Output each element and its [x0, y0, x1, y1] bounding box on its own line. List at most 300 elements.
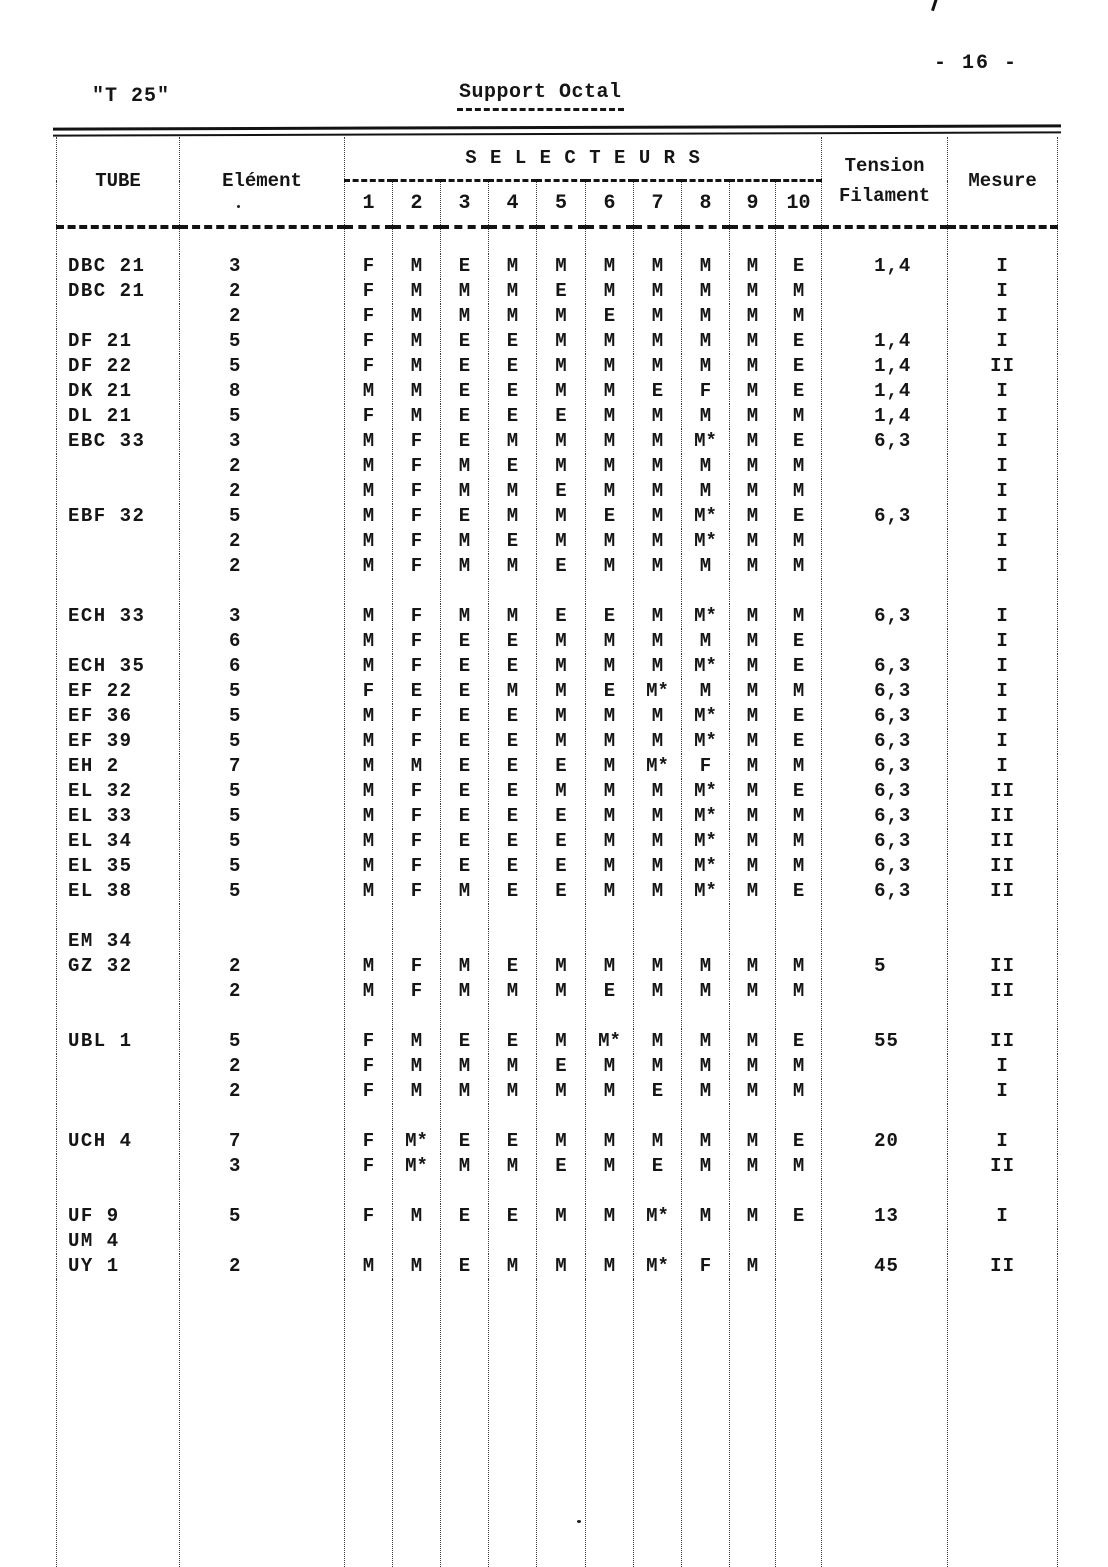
selector-cell-10: E	[776, 779, 822, 804]
selector-cell-3: E	[441, 379, 489, 404]
element-cell: 5	[180, 1029, 345, 1054]
selector-cell-3: E	[441, 654, 489, 679]
spacer-row	[57, 904, 1058, 929]
selector-cell-1: F	[345, 1054, 393, 1079]
spacer-cell	[441, 1179, 489, 1204]
selector-cell-2: M	[393, 404, 441, 429]
tube-cell: UM 4	[57, 1229, 180, 1254]
selector-cell-8: M	[682, 554, 730, 579]
tension-cell: 6,3	[822, 704, 948, 729]
page-title: Support Octal	[457, 81, 624, 111]
selector-cell-7: M	[634, 629, 682, 654]
header-row-top	[57, 137, 1058, 181]
table-row	[57, 604, 1058, 629]
selector-cell-3: E	[441, 804, 489, 829]
selector-cell-8: M*	[682, 729, 730, 754]
selector-cell-7: E	[634, 1154, 682, 1179]
selector-cell-4: E	[489, 854, 537, 879]
spacer-cell	[393, 1179, 441, 1204]
selector-cell-9: M	[730, 529, 776, 554]
selector-cell-2	[393, 929, 441, 954]
tension-cell	[822, 454, 948, 479]
tube-cell: DF 21	[57, 329, 180, 354]
selector-cell-6: M	[586, 479, 634, 504]
selector-cell-4: E	[489, 804, 537, 829]
selector-cell-10: M	[776, 1079, 822, 1104]
tension-cell	[822, 304, 948, 329]
tension-cell: 6,3	[822, 804, 948, 829]
table-row	[57, 954, 1058, 979]
tension-cell	[822, 1054, 948, 1079]
element-cell	[180, 929, 345, 954]
spacer-cell	[537, 904, 586, 929]
selector-cell-5: M	[537, 779, 586, 804]
selector-cell-6: M	[586, 1079, 634, 1104]
element-cell: 2	[180, 479, 345, 504]
tube-cell	[57, 529, 180, 554]
selector-cell-5: M	[537, 379, 586, 404]
selector-cell-4: M	[489, 1154, 537, 1179]
selector-cell-5: M	[537, 504, 586, 529]
selector-cell-2: F	[393, 979, 441, 1004]
tube-cell: EL 33	[57, 804, 180, 829]
selector-cell-9: M	[730, 704, 776, 729]
selector-cell-1: M	[345, 754, 393, 779]
spacer-cell	[489, 1179, 537, 1204]
selector-cell-4: M	[489, 279, 537, 304]
table-row	[57, 854, 1058, 879]
selector-cell-1: F	[345, 679, 393, 704]
selector-cell-5: M	[537, 304, 586, 329]
tension-cell: 6,3	[822, 829, 948, 854]
tension-cell	[822, 279, 948, 304]
selector-cell-3: M	[441, 279, 489, 304]
spacer-cell	[393, 579, 441, 604]
table-row	[57, 829, 1058, 854]
selector-cell-3: E	[441, 704, 489, 729]
table-top-rule	[53, 124, 1061, 136]
selector-cell-6: E	[586, 504, 634, 529]
selector-cell-8: M*	[682, 779, 730, 804]
selector-cell-3: M	[441, 954, 489, 979]
spacer-cell	[393, 904, 441, 929]
tube-cell: UF 9	[57, 1204, 180, 1229]
tube-cell: UBL 1	[57, 1029, 180, 1054]
table-row	[57, 404, 1058, 429]
selector-cell-8: M	[682, 1029, 730, 1054]
tension-cell: 6,3	[822, 604, 948, 629]
tension-cell: 20	[822, 1129, 948, 1154]
spacer-cell	[180, 904, 345, 929]
selector-cell-7: M	[634, 1029, 682, 1054]
selector-cell-9: M	[730, 829, 776, 854]
spacer-cell	[730, 1104, 776, 1129]
spacer-cell	[537, 1104, 586, 1129]
spacer-cell	[586, 1279, 634, 1567]
selector-cell-3: M	[441, 604, 489, 629]
selector-cell-2: M	[393, 754, 441, 779]
selector-cell-5: E	[537, 554, 586, 579]
spacer-cell	[586, 227, 634, 254]
element-cell: 6	[180, 629, 345, 654]
selector-cell-9: M	[730, 454, 776, 479]
selector-cell-9: M	[730, 1129, 776, 1154]
spacer-cell	[537, 227, 586, 254]
selector-cell-6: M	[586, 404, 634, 429]
tube-cell: EF 36	[57, 704, 180, 729]
selector-cell-8: F	[682, 754, 730, 779]
selector-cell-4: M	[489, 254, 537, 279]
selector-cell-6: M	[586, 1204, 634, 1229]
selector-cell-2: F	[393, 654, 441, 679]
selector-cell-6: M	[586, 379, 634, 404]
table-row	[57, 479, 1058, 504]
column-header-tension-filament	[822, 137, 948, 227]
selector-cell-8: M	[682, 304, 730, 329]
selector-cell-9: M	[730, 679, 776, 704]
spacer-cell	[730, 1179, 776, 1204]
tension-cell: 6,3	[822, 679, 948, 704]
selector-cell-8: M	[682, 254, 730, 279]
selector-cell-9: M	[730, 1204, 776, 1229]
mesure-cell: I	[948, 254, 1058, 279]
spacer-cell	[682, 1004, 730, 1029]
table-row	[57, 279, 1058, 304]
selector-cell-9: M	[730, 1054, 776, 1079]
selector-cell-3: M	[441, 454, 489, 479]
spacer-cell	[586, 1179, 634, 1204]
selector-cell-1: F	[345, 279, 393, 304]
spacer-cell	[537, 1004, 586, 1029]
selector-cell-3: E	[441, 854, 489, 879]
selector-cell-4: M	[489, 679, 537, 704]
selector-cell-9: M	[730, 654, 776, 679]
selector-cell-2: M	[393, 304, 441, 329]
selector-cell-2: F	[393, 729, 441, 754]
selector-cell-7: M*	[634, 754, 682, 779]
selector-cell-6: M	[586, 779, 634, 804]
tube-cell: DF 22	[57, 354, 180, 379]
column-header-element: Elément	[180, 137, 345, 227]
selector-number-header: 4	[489, 181, 537, 228]
selector-cell-3	[441, 929, 489, 954]
selector-cell-1: F	[345, 304, 393, 329]
mesure-cell: II	[948, 804, 1058, 829]
selector-cell-4: E	[489, 354, 537, 379]
selector-cell-7: M	[634, 704, 682, 729]
tension-cell	[822, 979, 948, 1004]
selector-cell-10: M	[776, 854, 822, 879]
selector-cell-8: M	[682, 679, 730, 704]
tension-cell	[822, 629, 948, 654]
selector-cell-8: M	[682, 279, 730, 304]
element-cell: 3	[180, 604, 345, 629]
selector-cell-1: F	[345, 1029, 393, 1054]
selector-cell-5: E	[537, 1054, 586, 1079]
selector-cell-1: F	[345, 404, 393, 429]
spacer-cell	[682, 1279, 730, 1567]
selector-cell-3: M	[441, 529, 489, 554]
selector-cell-1: F	[345, 329, 393, 354]
selector-cell-2: M	[393, 1204, 441, 1229]
selector-cell-10: E	[776, 504, 822, 529]
selector-cell-4: M	[489, 1054, 537, 1079]
selector-cell-10: E	[776, 629, 822, 654]
selector-cell-8: M*	[682, 604, 730, 629]
selector-cell-9: M	[730, 1029, 776, 1054]
tube-cell: ECH 33	[57, 604, 180, 629]
selector-cell-4: E	[489, 379, 537, 404]
spacer-cell	[345, 904, 393, 929]
selector-cell-2: M	[393, 1029, 441, 1054]
spacer-cell	[57, 579, 180, 604]
selector-cell-5: M	[537, 1204, 586, 1229]
selector-cell-2: F	[393, 504, 441, 529]
element-cell: 5	[180, 354, 345, 379]
spacer-cell	[180, 1104, 345, 1129]
selector-cell-10: M	[776, 754, 822, 779]
selector-cell-5: E	[537, 854, 586, 879]
selector-cell-5	[537, 929, 586, 954]
selector-cell-7: M*	[634, 1254, 682, 1279]
selector-cell-4: E	[489, 829, 537, 854]
selector-cell-1: M	[345, 429, 393, 454]
tension-cell: 1,4	[822, 254, 948, 279]
selector-cell-7	[634, 1229, 682, 1254]
selector-cell-10: M	[776, 404, 822, 429]
selector-cell-4: E	[489, 954, 537, 979]
tube-table	[56, 126, 1058, 1567]
element-cell: 3	[180, 1154, 345, 1179]
selector-cell-1: F	[345, 1204, 393, 1229]
tension-cell: 6,3	[822, 879, 948, 904]
selector-cell-8: M*	[682, 829, 730, 854]
selector-cell-6: M	[586, 554, 634, 579]
spacer-cell	[682, 227, 730, 254]
tension-cell	[822, 1154, 948, 1179]
table-row	[57, 329, 1058, 354]
spacer-cell	[489, 1279, 537, 1567]
selector-cell-9: M	[730, 629, 776, 654]
tension-cell: 6,3	[822, 429, 948, 454]
spacer-cell	[822, 1179, 948, 1204]
element-cell	[180, 1229, 345, 1254]
selector-cell-10: M	[776, 804, 822, 829]
selector-cell-3: M	[441, 1154, 489, 1179]
spacer-cell	[489, 579, 537, 604]
selector-cell-4: E	[489, 529, 537, 554]
selector-cell-1: M	[345, 729, 393, 754]
table-row	[57, 379, 1058, 404]
selector-cell-3: M	[441, 879, 489, 904]
selector-cell-2: F	[393, 554, 441, 579]
tube-cell: EF 22	[57, 679, 180, 704]
selector-cell-2: M	[393, 354, 441, 379]
tube-cell: DBC 21	[57, 279, 180, 304]
selector-cell-3: E	[441, 829, 489, 854]
tube-cell: EBF 32	[57, 504, 180, 529]
spacer-cell	[537, 579, 586, 604]
selector-cell-9: M	[730, 879, 776, 904]
spacer-cell	[586, 904, 634, 929]
mesure-cell: II	[948, 979, 1058, 1004]
selector-cell-6: M	[586, 704, 634, 729]
element-cell: 5	[180, 1204, 345, 1229]
element-cell: 7	[180, 1129, 345, 1154]
selector-cell-8: F	[682, 379, 730, 404]
selector-cell-1: M	[345, 954, 393, 979]
spacer-cell	[441, 1279, 489, 1567]
spacer-cell	[441, 1104, 489, 1129]
table-row	[57, 629, 1058, 654]
spacer-cell	[776, 1179, 822, 1204]
spacer-row	[57, 1179, 1058, 1204]
selector-cell-8: M	[682, 979, 730, 1004]
spacer-cell	[822, 579, 948, 604]
spacer-cell	[634, 1179, 682, 1204]
selector-cell-7: M	[634, 729, 682, 754]
column-header-tube: TUBE	[57, 137, 180, 227]
spacer-cell	[776, 579, 822, 604]
selector-cell-4: M	[489, 604, 537, 629]
selector-cell-4: M	[489, 479, 537, 504]
tube-cell	[57, 1154, 180, 1179]
selector-cell-2: M*	[393, 1129, 441, 1154]
spacer-cell	[537, 1179, 586, 1204]
selector-cell-5: M	[537, 1029, 586, 1054]
mesure-cell: I	[948, 304, 1058, 329]
selector-cell-4: M	[489, 504, 537, 529]
tension-cell	[822, 554, 948, 579]
spacer-cell	[180, 1004, 345, 1029]
spacer-cell	[948, 579, 1058, 604]
selector-cell-7: M*	[634, 679, 682, 704]
selector-cell-2: F	[393, 879, 441, 904]
element-cell: 2	[180, 279, 345, 304]
selector-cell-8: M	[682, 1054, 730, 1079]
selector-cell-5: E	[537, 479, 586, 504]
selector-cell-7: M	[634, 879, 682, 904]
selector-cell-8: M*	[682, 879, 730, 904]
tube-cell	[57, 979, 180, 1004]
mesure-cell: I	[948, 504, 1058, 529]
selector-cell-5	[537, 1229, 586, 1254]
element-cell: 7	[180, 754, 345, 779]
table-row	[57, 1154, 1058, 1179]
selector-cell-4: E	[489, 654, 537, 679]
selector-cell-5: M	[537, 954, 586, 979]
selector-cell-2: M	[393, 254, 441, 279]
selector-cell-10: E	[776, 1029, 822, 1054]
selector-cell-1: M	[345, 604, 393, 629]
selector-cell-4: M	[489, 1254, 537, 1279]
element-cell: 5	[180, 404, 345, 429]
element-cell: 2	[180, 304, 345, 329]
selector-cell-1: M	[345, 979, 393, 1004]
column-header-mesure: Mesure	[948, 137, 1058, 227]
selector-cell-8: M*	[682, 804, 730, 829]
table-row	[57, 1054, 1058, 1079]
spacer-cell	[345, 579, 393, 604]
spacer-cell	[634, 1279, 682, 1567]
selector-cell-9	[730, 1229, 776, 1254]
spacer-cell	[489, 227, 537, 254]
spacer-cell	[345, 1004, 393, 1029]
spacer-row	[57, 579, 1058, 604]
selector-cell-4: M	[489, 1079, 537, 1104]
selector-cell-10: M	[776, 604, 822, 629]
tension-cell: 6,3	[822, 729, 948, 754]
selector-cell-8: M*	[682, 854, 730, 879]
selector-number-header: 10	[776, 181, 822, 228]
octal-support-table	[56, 137, 1058, 1567]
selector-cell-9: M	[730, 804, 776, 829]
spacer-cell	[345, 227, 393, 254]
spacer-cell	[393, 1004, 441, 1029]
selector-number-header: 2	[393, 181, 441, 228]
selector-cell-9: M	[730, 554, 776, 579]
selector-cell-7: M	[634, 554, 682, 579]
selector-cell-5: M	[537, 254, 586, 279]
mesure-cell: I	[948, 754, 1058, 779]
selector-cell-7: M	[634, 454, 682, 479]
selector-cell-9: M	[730, 1254, 776, 1279]
table-row	[57, 429, 1058, 454]
selector-number-header: 8	[682, 181, 730, 228]
selector-cell-10: E	[776, 654, 822, 679]
tension-cell: 6,3	[822, 654, 948, 679]
element-cell: 2	[180, 979, 345, 1004]
selector-cell-2: M	[393, 379, 441, 404]
tube-cell: EL 34	[57, 829, 180, 854]
selector-cell-10: M	[776, 279, 822, 304]
selector-cell-1: M	[345, 379, 393, 404]
selector-cell-5: M	[537, 654, 586, 679]
selector-cell-7: M	[634, 1054, 682, 1079]
selector-cell-9: M	[730, 779, 776, 804]
spacer-cell	[393, 1279, 441, 1567]
selector-cell-9: M	[730, 754, 776, 779]
mesure-cell: II	[948, 1254, 1058, 1279]
selector-cell-4: E	[489, 704, 537, 729]
selector-cell-6: M	[586, 1129, 634, 1154]
tension-cell	[822, 479, 948, 504]
column-header-selecteurs: S E L E C T E U R S	[345, 137, 822, 181]
selector-cell-8: M	[682, 354, 730, 379]
spacer-cell	[776, 904, 822, 929]
selector-cell-6: M	[586, 429, 634, 454]
selector-cell-7: M	[634, 654, 682, 679]
selector-cell-6: M	[586, 529, 634, 554]
tube-cell: EH 2	[57, 754, 180, 779]
selector-cell-1: M	[345, 879, 393, 904]
spacer-cell	[57, 227, 180, 254]
tension-cell	[822, 1079, 948, 1104]
selector-cell-8: F	[682, 1254, 730, 1279]
selector-cell-10: M	[776, 954, 822, 979]
selector-cell-9: M	[730, 329, 776, 354]
mesure-cell: I	[948, 629, 1058, 654]
tube-cell: UCH 4	[57, 1129, 180, 1154]
tube-cell: GZ 32	[57, 954, 180, 979]
spacer-cell	[948, 1104, 1058, 1129]
element-cell: 5	[180, 729, 345, 754]
spacer-cell	[586, 1104, 634, 1129]
tension-cell	[822, 1229, 948, 1254]
selector-cell-2: F	[393, 629, 441, 654]
selector-cell-1: M	[345, 529, 393, 554]
selector-cell-10: E	[776, 704, 822, 729]
